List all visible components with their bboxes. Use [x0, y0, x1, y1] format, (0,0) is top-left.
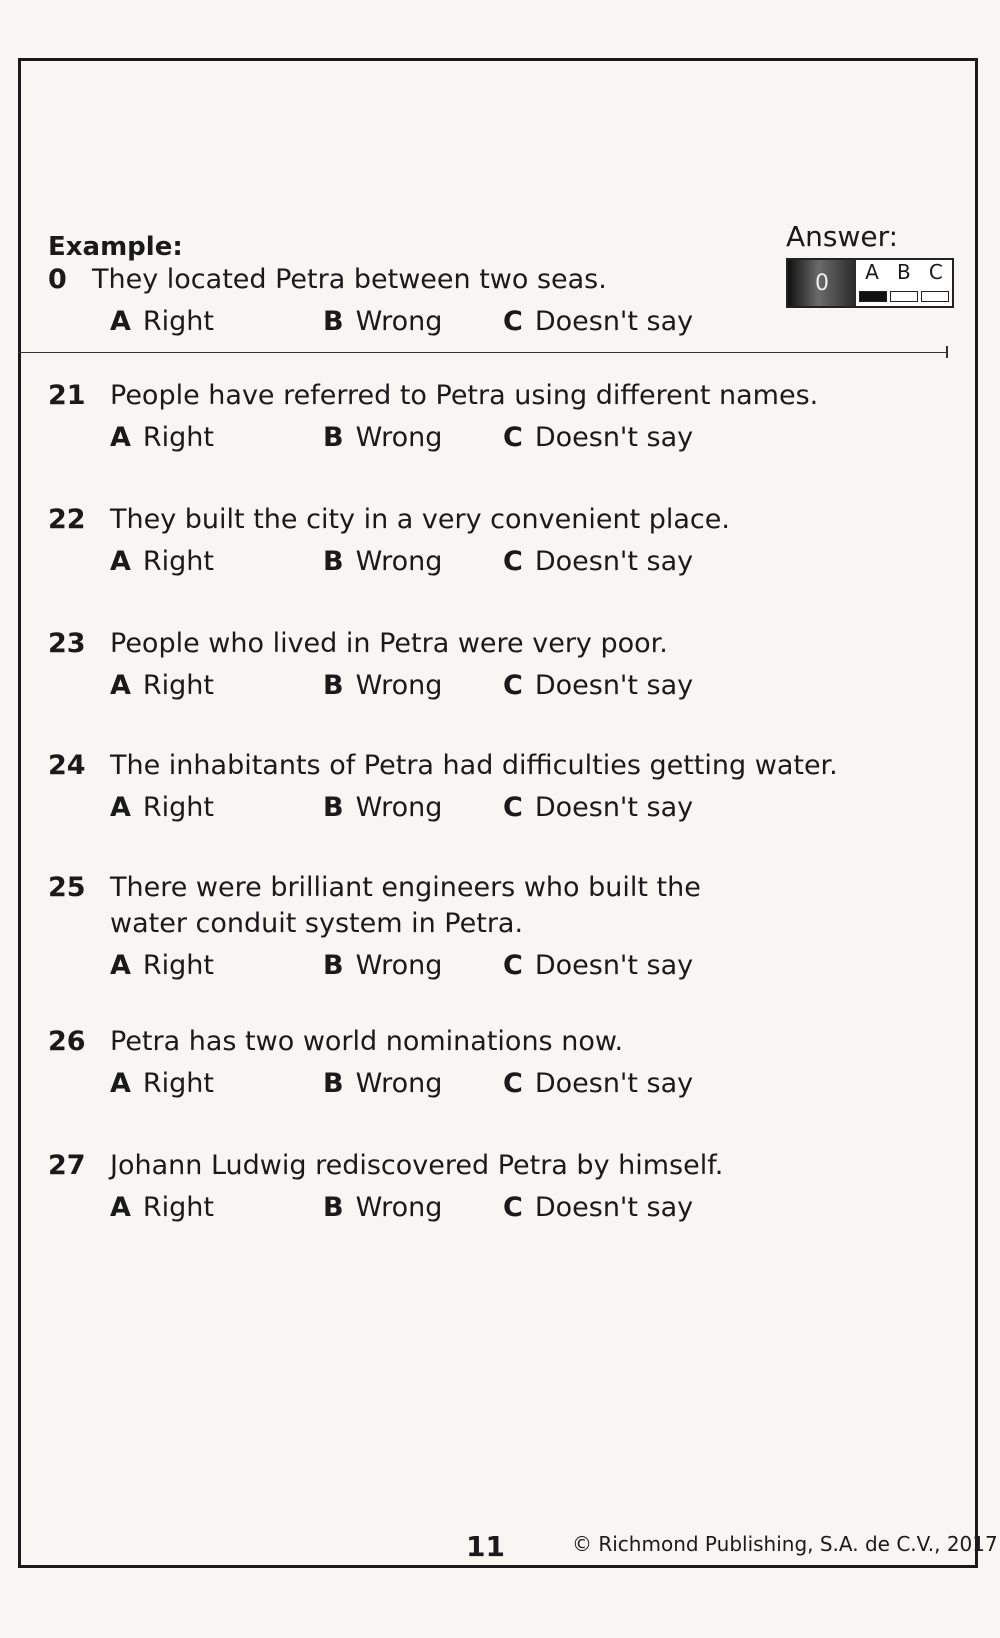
option-row — [48, 544, 928, 584]
option-c[interactable]: C Doesn't say — [503, 1068, 694, 1099]
option-row — [48, 304, 928, 344]
question-26 — [48, 1024, 928, 1106]
question-text: They built the city in a very convenient place. — [110, 504, 730, 535]
question-number: 26 — [48, 1026, 86, 1057]
question-number: 21 — [48, 380, 86, 411]
option-c[interactable]: C Doesn't say — [503, 792, 694, 823]
option-b[interactable]: B Wrong — [323, 670, 443, 701]
question-number: 27 — [48, 1150, 86, 1181]
question-21 — [48, 378, 928, 460]
option-b[interactable]: B Wrong — [323, 1068, 443, 1099]
option-a[interactable]: A Right — [110, 792, 215, 823]
option-row — [48, 1190, 928, 1230]
example-heading: Example: — [48, 232, 183, 262]
option-a[interactable]: A Right — [110, 1192, 215, 1223]
page-number: 11 — [466, 1530, 505, 1563]
question-22 — [48, 502, 928, 584]
question-text: People have referred to Petra using different names. — [110, 380, 819, 411]
question-text: Petra has two world nominations now. — [110, 1026, 624, 1057]
question-number: 25 — [48, 872, 86, 903]
option-b[interactable]: B Wrong — [323, 546, 443, 577]
divider-line — [18, 352, 948, 353]
option-row — [48, 948, 928, 988]
option-b[interactable]: B Wrong — [323, 950, 443, 981]
question-27 — [48, 1148, 928, 1230]
question-number: 24 — [48, 750, 86, 781]
option-b[interactable]: B Wrong — [323, 792, 443, 823]
option-a[interactable]: A Right — [110, 950, 215, 981]
option-a[interactable]: A Right — [110, 1068, 215, 1099]
question-text: They located Petra between two seas. — [92, 264, 607, 295]
option-b[interactable]: B Wrong — [323, 422, 443, 453]
question-text: People who lived in Petra were very poor. — [110, 628, 668, 659]
option-a[interactable]: A Right — [110, 306, 215, 337]
question-24 — [48, 748, 928, 830]
option-b[interactable]: B Wrong — [323, 306, 443, 337]
option-row — [48, 668, 928, 708]
option-row — [48, 420, 928, 460]
option-c[interactable]: C Doesn't say — [503, 546, 694, 577]
option-c[interactable]: C Doesn't say — [503, 422, 694, 453]
option-row — [48, 1066, 928, 1106]
option-row — [48, 790, 928, 830]
option-c[interactable]: C Doesn't say — [503, 306, 694, 337]
option-a[interactable]: A Right — [110, 546, 215, 577]
question-number: 23 — [48, 628, 86, 659]
option-b[interactable]: B Wrong — [323, 1192, 443, 1223]
copyright-notice: © Richmond Publishing, S.A. de C.V., 2017 — [572, 1532, 998, 1556]
question-text: Johann Ludwig rediscovered Petra by himself. — [110, 1150, 724, 1181]
option-c[interactable]: C Doesn't say — [503, 670, 694, 701]
question-25 — [48, 870, 928, 988]
option-a[interactable]: A Right — [110, 422, 215, 453]
option-c[interactable]: C Doesn't say — [503, 950, 694, 981]
option-c[interactable]: C Doesn't say — [503, 1192, 694, 1223]
question-number: 0 — [48, 264, 67, 295]
answer-label: Answer: — [786, 220, 899, 253]
answer-letter-b: B — [896, 260, 911, 284]
question-23 — [48, 626, 928, 708]
question-text: The inhabitants of Petra had difficulties getting water. — [110, 750, 838, 781]
divider-tick — [946, 346, 948, 358]
example-question — [48, 262, 928, 344]
option-a[interactable]: A Right — [110, 670, 215, 701]
answer-letter-c: C — [928, 260, 943, 284]
answer-letter-a: A — [865, 260, 879, 284]
answer-number: 0 — [788, 260, 856, 306]
question-text: There were brilliant engineers who built the water conduit system in Petra. — [110, 872, 701, 939]
question-number: 22 — [48, 504, 86, 535]
